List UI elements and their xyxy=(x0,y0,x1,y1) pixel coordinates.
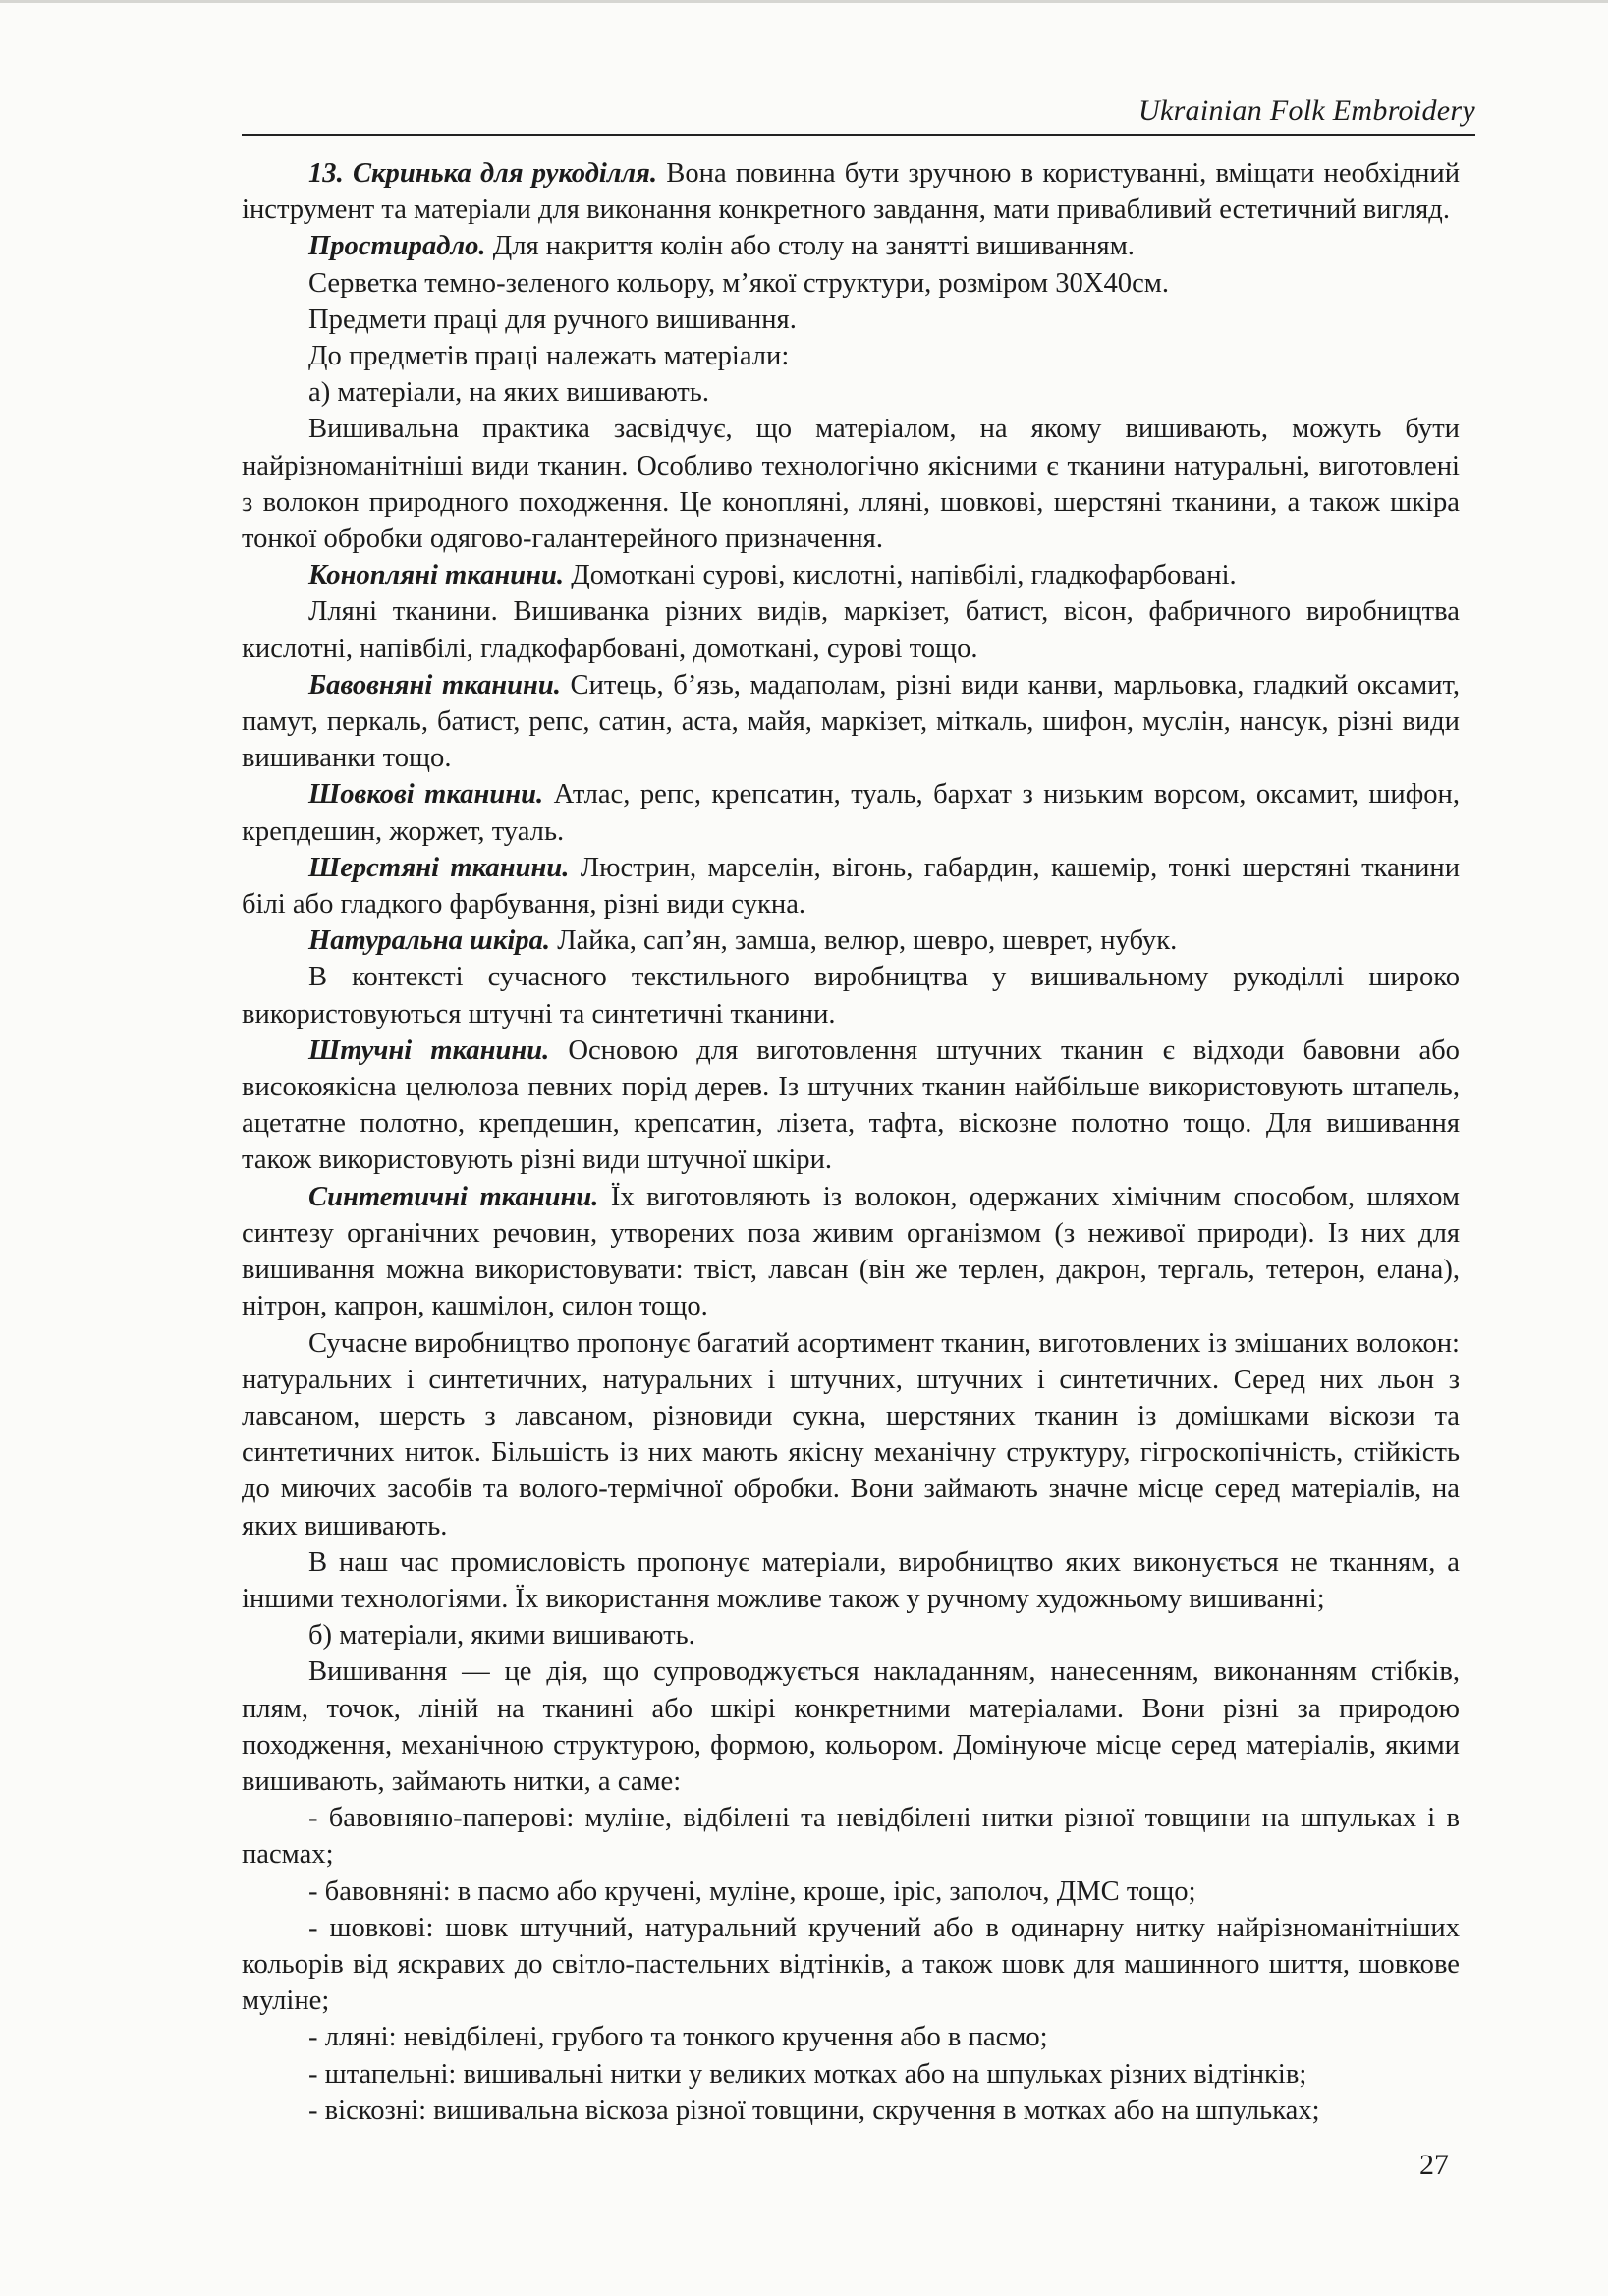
paragraph-text: - шовкові: шовк штучний, натуральний кручений або в одинарну нитку найрізноманітніших кольорів від яскравих до світло-пастельних відтінків, а також шовк для машинного шиття, шовкове муліне; xyxy=(242,1912,1460,2017)
paragraph-lead: Синтетичні тканини. xyxy=(308,1181,599,1212)
paragraph xyxy=(242,302,1460,338)
paragraph-text: Вишивальна практика засвідчує, що матеріалом, на якому вишивають, можуть бути найрізноманітніші види тканин. Особливо технологічно якісними є тканини натуральні, виготовлені з волокон природного походження. Це конопляні, лляні, шовкові, шерстяні тканини, а також шкіра тонкої обробки одягово-галантерейного призначення. xyxy=(242,414,1460,555)
paragraph-lead: Шовкові тканини. xyxy=(308,779,544,811)
paragraph xyxy=(242,923,1460,959)
paragraph xyxy=(242,1544,1460,1617)
paragraph-text: Серветка темно-зеленого кольору, м’якої структури, розміром 30Х40см. xyxy=(308,267,1170,299)
paragraph xyxy=(242,411,1460,557)
paragraph-text: Предмети праці для ручного вишивання. xyxy=(308,304,797,335)
paragraph-text: Лайка, сап’ян, замша, велюр, шевро, шеврет, нубук. xyxy=(550,925,1178,957)
paragraph-text: - штапельні: вишивальні нитки у великих мотках або на шпульках різних відтінків; xyxy=(308,2058,1307,2090)
paragraph xyxy=(242,2093,1460,2129)
paragraph xyxy=(242,1874,1460,1910)
paragraph-text: Вона повинна бути зручною в користуванні, вміщати необхідний інструмент та матеріали для виконання конкретного завдання, мати привабливий естетичний вигляд. xyxy=(242,158,1460,226)
paragraph xyxy=(242,2019,1460,2055)
paragraph xyxy=(242,374,1460,411)
paragraph-lead: Шерстяні тканини. xyxy=(308,852,570,883)
paragraph-text: - лляні: невідбілені, грубого та тонкого кручення або в пасмо; xyxy=(308,2022,1048,2053)
paragraph xyxy=(242,850,1460,923)
paragraph-lead: Простирадло. xyxy=(308,231,486,262)
paragraph xyxy=(242,1325,1460,1544)
paragraph-lead: Штучні тканини. xyxy=(308,1035,550,1066)
paragraph-lead: Натуральна шкіра. xyxy=(308,925,551,957)
paragraph-text: Ситець, б’язь, мадаполам, різні види канви, марльовка, гладкий оксамит, памут, перкаль, батист, репс, сатин, аста, майя, маркізет, міткаль, шифон, муслін, нансук, різні види вишиванки тощо. xyxy=(242,669,1460,774)
paragraph-text: б) матеріали, якими вишивають. xyxy=(308,1620,695,1652)
paragraph-text: Основою для виготовлення штучних тканин є відходи бавовни або високоякісна целюлоза певних порід дерев. Із штучних тканин найбільше використовують штапель, ацетатне полотно, крепдешин, крепсатин, лізета, тафта, віскозне полотно тощо. Для вишивання також використовують різні види штучної шкіри. xyxy=(242,1035,1460,1176)
paragraph-text: Домоткані сурові, кислотні, напівбілі, гладкофарбовані. xyxy=(564,560,1237,591)
paragraph-text: Вишивання — це дія, що супроводжується накладанням, нанесенням, виконанням стібків, плям, точок, ліній на тканині або шкірі конкретними матеріалами. Вони різні за природою походження, механічною структурою, формою, кольором. Домінуюче місце серед матеріалів, якими вишивають, займають нитки, а саме: xyxy=(242,1656,1460,1797)
paragraph xyxy=(242,959,1460,1032)
body-text xyxy=(242,155,1460,2129)
paragraph-text: Лляні тканини. Вишиванка різних видів, маркізет, батист, вісон, фабричного виробництва кислотні, напівбілі, гладкофарбовані, домоткані, сурові тощо. xyxy=(242,596,1460,664)
paragraph xyxy=(242,667,1460,777)
paragraph xyxy=(242,1910,1460,2020)
paragraph-lead: Бавовняні тканини. xyxy=(308,669,561,700)
paragraph xyxy=(242,1800,1460,1873)
paragraph-text: Сучасне виробництво пропонує багатий асортимент тканин, виготовлених із змішаних волокон: натуральних і синтетичних, натуральних і штучних, штучних і синтетичних. Серед них льон з лавсаном, шерсть з лавсаном, різновиди сукна, шерстяних тканин із домішками віскози та синтетичних ниток. Більшість із них мають якісну механічну структуру, гігроскопічність, стійкість до миючих засобів та волого-термічної обробки. Вони займають значне місце серед матеріалів, на яких вишивають. xyxy=(242,1327,1460,1541)
paragraph xyxy=(242,1179,1460,1325)
page-top-edge xyxy=(0,0,1608,3)
paragraph xyxy=(242,1617,1460,1653)
paragraph-text: Люстрин, марселін, вігонь, габардин, кашемір, тонкі шерстяні тканини білі або гладкого фарбування, різні види сукна. xyxy=(242,852,1461,921)
paragraph xyxy=(242,776,1460,849)
running-title: Ukrainian Folk Embroidery xyxy=(1138,94,1475,127)
running-header xyxy=(242,94,1475,136)
paragraph-text: До предметів праці належать матеріали: xyxy=(308,341,790,372)
paragraph-lead: Конопляні тканини. xyxy=(308,560,565,591)
paragraph-text: Атлас, репс, крепсатин, туаль, бархат з низьким ворсом, оксамит, шифон, крепдешин, жоржет, туаль. xyxy=(242,779,1461,847)
paragraph-text: - віскозні: вишивальна віскоза різної товщини, скручення в мотках або на шпульках; xyxy=(308,2095,1320,2126)
paragraph xyxy=(242,2056,1460,2093)
paragraph xyxy=(242,265,1460,302)
paragraph xyxy=(242,1033,1460,1179)
paragraph xyxy=(242,593,1460,666)
paragraph-lead: 13. Скринька для рукоділля. xyxy=(308,158,658,189)
paragraph-text: Для накриття колін або столу на занятті вишиванням. xyxy=(485,231,1135,262)
paragraph xyxy=(242,557,1460,593)
paragraph xyxy=(242,155,1460,228)
paragraph xyxy=(242,228,1460,264)
paragraph-text: а) матеріали, на яких вишивають. xyxy=(308,377,709,409)
paragraph xyxy=(242,338,1460,374)
paragraph-text: В контексті сучасного текстильного виробництва у вишивальному рукоділлі широко використовуються штучні та синтетичні тканини. xyxy=(242,962,1460,1030)
paragraph-text: Їх виготовляють із волокон, одержаних хімічним способом, шляхом синтезу органічних речовин, утворених поза живим організмом (з неживої природи). Із них для вишивання можна використовувати: твіст, лавсан (він же терлен, дакрон, тергаль, тетерон, елана), нітрон, капрон, кашмілон, силон тощо. xyxy=(242,1181,1460,1322)
paragraph-text: - бавовняно-паперові: муліне, відбілені та невідбілені нитки різної товщини на шпульках і в пасмах; xyxy=(242,1803,1460,1871)
paragraph xyxy=(242,1653,1460,1800)
page-number: 27 xyxy=(1419,2149,1449,2181)
paragraph-text: - бавовняні: в пасмо або кручені, муліне, кроше, іріс, заполоч, ДМС тощо; xyxy=(308,1876,1196,1907)
paragraph-text: В наш час промисловість пропонує матеріали, виробництво яких виконується не тканням, а іншими технологіями. Їх використання можливе також у ручному художньому вишиванні; xyxy=(242,1546,1460,1614)
